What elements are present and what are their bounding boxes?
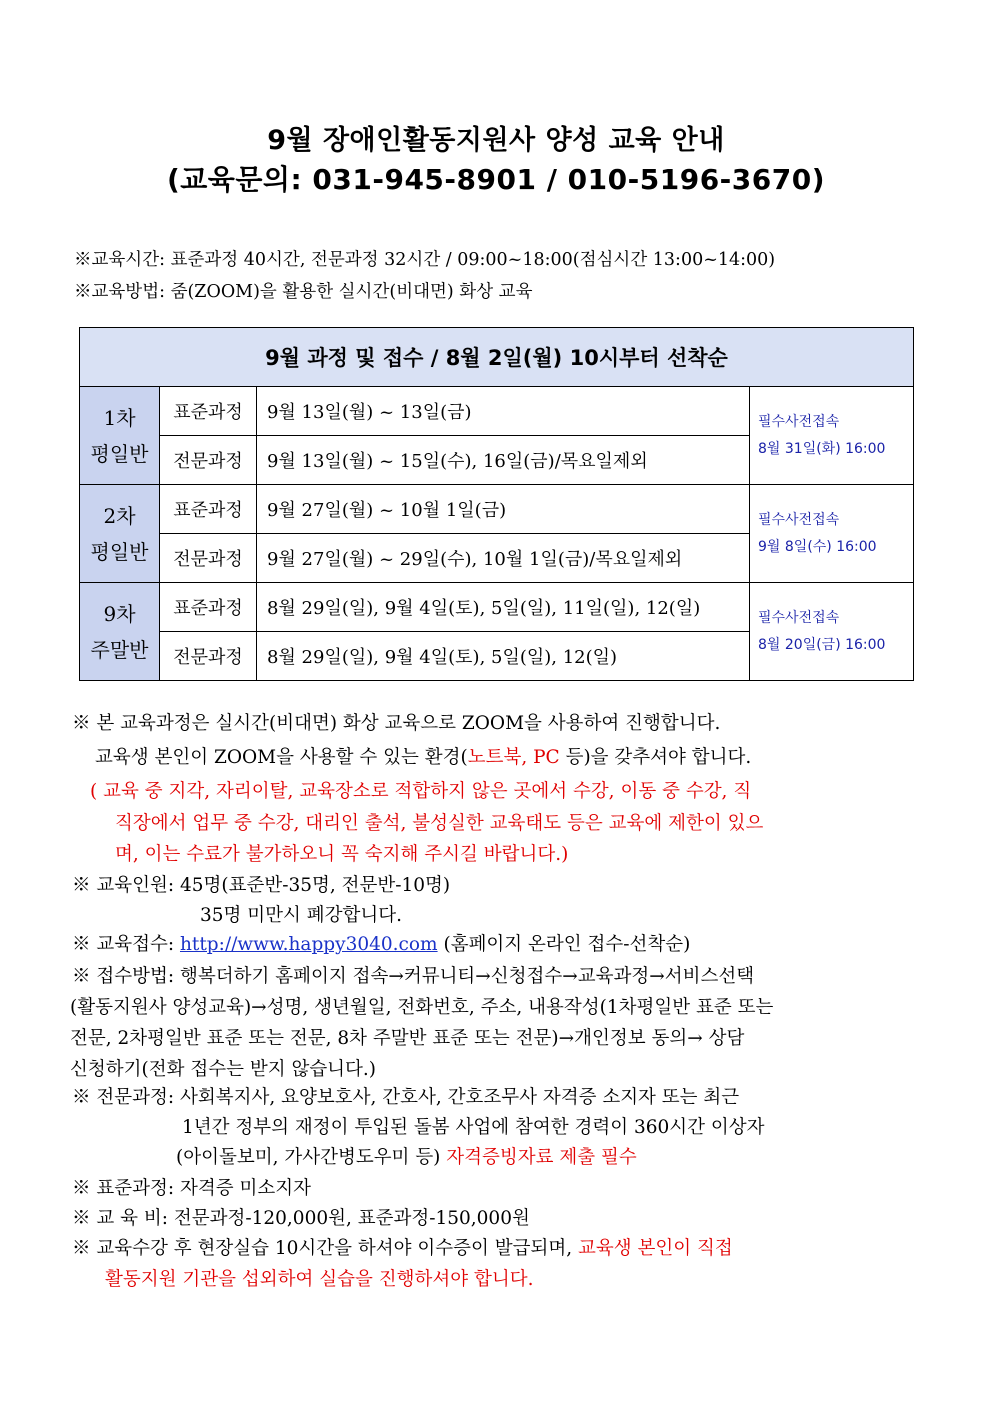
note-capacity: ※ 교육인원: 45명(표준반-35명, 전문반-10명) <box>72 875 451 896</box>
note-standard-course: ※ 표준과정: 자격증 미소지자 <box>72 1178 311 1199</box>
homepage-link[interactable]: http://www.happy3040.com <box>179 934 438 955</box>
note-expert-required: 자격증빙자료 제출 필수 <box>446 1147 637 1168</box>
group-round: 9차 <box>103 601 136 626</box>
group-name <box>80 485 160 583</box>
note-application <box>72 929 690 960</box>
group-type: 평일반 <box>90 539 149 564</box>
note-environment-text-end: 등)을 갖추셔야 합니다. <box>559 747 752 768</box>
warning-line-2: 직장에서 업무 중 수강, 대리인 출석, 불성실한 교육태도 등은 교육에 제한이 있으 <box>115 813 764 834</box>
note-apply-method-3: 전문, 2차평일반 표준 또는 전문, 8차 주말반 표준 또는 전문)→개인정보 동의→ 상담 <box>70 1028 745 1049</box>
note-practice-red: 교육생 본인이 직접 <box>578 1238 733 1259</box>
group-type: 주말반 <box>90 637 149 662</box>
note-apply-method-2: (활동지원사 양성교육)→성명, 생년월일, 전화번호, 주소, 내용작성(1차평일반 표준 또는 <box>70 997 774 1018</box>
note-expert-examples: (아이돌보미, 가사간병도우미 등) <box>176 1147 447 1168</box>
page-title: 9월 장애인활동지원사 양성 교육 안내 <box>267 125 725 156</box>
note-application-label: ※ 교육접수: <box>72 934 180 955</box>
course-date: 9월 13일(월) ~ 15일(수), 16일(금)/목요일제외 <box>257 436 750 485</box>
note-cancel-condition: 35명 미만시 폐강합니다. <box>200 905 403 926</box>
pre-connect-cell <box>750 387 914 485</box>
group-round: 2차 <box>103 503 136 528</box>
note-expert-course-2: 1년간 정부의 재정이 투입된 돌봄 사업에 참여한 경력이 360시간 이상자 <box>182 1117 765 1138</box>
note-application-desc: (홈페이지 온라인 접수-선착순) <box>437 934 691 955</box>
pre-connect-label: 필수사전접속 <box>758 609 840 626</box>
warning-line-1: ( 교육 중 지각, 자리이탈, 교육장소로 적합하지 않은 곳에서 수강, 이동 중 수강, 직 <box>90 781 752 802</box>
pre-connect-cell <box>750 583 914 681</box>
pre-connect-date: 8월 31일(화) 16:00 <box>758 440 886 457</box>
note-environment-text: 교육생 본인이 ZOOM을 사용할 수 있는 환경( <box>95 747 468 768</box>
pre-connect-cell <box>750 485 914 583</box>
group-name <box>80 387 160 485</box>
note-apply-method-4: 신청하기(전화 접수는 받지 않습니다.) <box>70 1059 377 1080</box>
course-date: 8월 29일(일), 9월 4일(토), 5일(일), 11일(일), 12(일) <box>257 583 750 632</box>
note-environment-devices: 노트북, PC <box>467 747 560 768</box>
group-round: 1차 <box>103 405 136 430</box>
schedule-header: 9월 과정 및 접수 / 8월 2일(월) 10시부터 선착순 <box>80 328 914 387</box>
pre-connect-date: 9월 8일(수) 16:00 <box>758 538 877 555</box>
education-time: ※교육시간: 표준과정 40시간, 전문과정 32시간 / 09:00~18:00(점심시간 13:00~14:00) <box>74 250 776 270</box>
note-fee: ※ 교 육 비: 전문과정-120,000원, 표준과정-150,000원 <box>72 1208 530 1229</box>
schedule-table <box>79 327 914 681</box>
course-date: 9월 27일(월) ~ 10월 1일(금) <box>257 485 750 534</box>
note-practice-2: 활동지원 기관을 섭외하여 실습을 진행하셔야 합니다. <box>105 1269 534 1290</box>
note-practice-1 <box>72 1233 733 1264</box>
pre-connect-label: 필수사전접속 <box>758 413 840 430</box>
note-practice-text: ※ 교육수강 후 현장실습 10시간을 하셔야 이수증이 발급되며, <box>72 1238 579 1259</box>
page-subtitle-contact: (교육문의: 031-945-8901 / 010-5196-3670) <box>166 163 826 196</box>
note-zoom: ※ 본 교육과정은 실시간(비대면) 화상 교육으로 ZOOM을 사용하여 진행합니다. <box>72 713 721 734</box>
education-method: ※교육방법: 줌(ZOOM)을 활용한 실시간(비대면) 화상 교육 <box>74 282 533 302</box>
course-date: 8월 29일(일), 9월 4일(토), 5일(일), 12(일) <box>257 632 750 681</box>
group-name <box>80 583 160 681</box>
course-date: 9월 27일(월) ~ 29일(수), 10월 1일(금)/목요일제외 <box>257 534 750 583</box>
course-label: 표준과정 <box>160 387 257 436</box>
course-label: 표준과정 <box>160 485 257 534</box>
course-date: 9월 13일(월) ~ 13일(금) <box>257 387 750 436</box>
pre-connect-label: 필수사전접속 <box>758 511 840 528</box>
note-apply-method-1: ※ 접수방법: 행복더하기 홈페이지 접속→커뮤니티→신청접수→교육과정→서비스선택 <box>72 966 755 987</box>
note-expert-course-3 <box>176 1142 637 1173</box>
course-label: 전문과정 <box>160 436 257 485</box>
warning-line-3: 며, 이는 수료가 불가하오니 꼭 숙지해 주시길 바랍니다.) <box>115 844 569 865</box>
note-environment <box>95 742 751 773</box>
group-type: 평일반 <box>90 441 149 466</box>
pre-connect-date: 8월 20일(금) 16:00 <box>758 636 886 653</box>
course-label: 전문과정 <box>160 632 257 681</box>
note-expert-course-1: ※ 전문과정: 사회복지사, 요양보호사, 간호사, 간호조무사 자격증 소지자 또는 최근 <box>72 1087 740 1108</box>
course-label: 표준과정 <box>160 583 257 632</box>
course-label: 전문과정 <box>160 534 257 583</box>
